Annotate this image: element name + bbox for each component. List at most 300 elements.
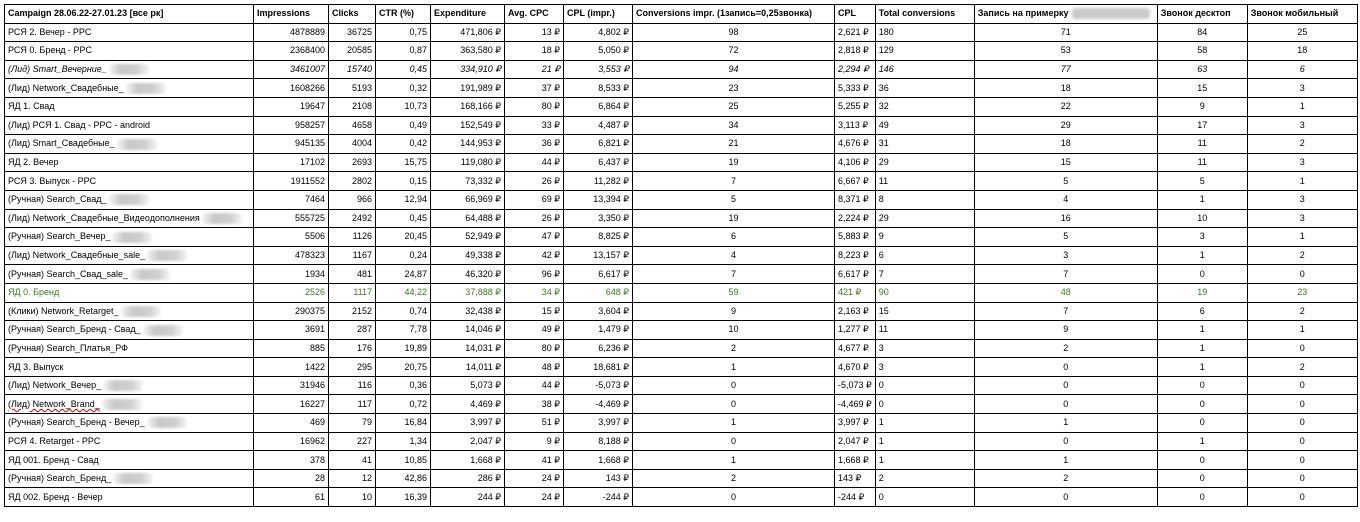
campaign-name-cell[interactable] [5,376,254,395]
cpl-cell[interactable]: 2,047 ₽ [835,432,876,451]
campaign-name-cell[interactable] [5,23,254,42]
avg-cpc-cell[interactable]: 42 ₽ [505,246,564,265]
header-clicks[interactable]: Clicks [329,5,376,24]
avg-cpc-cell[interactable]: 13 ₽ [505,23,564,42]
zapis-cell[interactable]: 5 [974,172,1157,191]
campaign-name-cell[interactable] [5,228,254,247]
conversions-impr-cell[interactable]: 7 [633,172,835,191]
zapis-cell[interactable]: 3 [974,246,1157,265]
cpl-impr-cell[interactable]: -244 ₽ [564,488,633,507]
call-mobile-cell[interactable]: 1 [1247,172,1357,191]
call-mobile-cell[interactable]: 3 [1247,79,1357,98]
total-conversions-cell[interactable]: 0 [875,488,974,507]
table-row[interactable] [5,23,1358,42]
cpl-impr-cell[interactable]: -5,073 ₽ [564,376,633,395]
cpl-cell[interactable]: 2,818 ₽ [835,42,876,61]
conversions-impr-cell[interactable]: 1 [633,414,835,433]
conversions-impr-cell[interactable]: 19 [633,209,835,228]
expenditure-cell[interactable]: 49,338 ₽ [431,246,505,265]
ctr-cell[interactable]: 0,32 [376,79,431,98]
call-desktop-cell[interactable]: 17 [1157,116,1247,135]
table-row[interactable] [5,209,1358,228]
conversions-impr-cell[interactable]: 5 [633,190,835,209]
avg-cpc-cell[interactable]: 21 ₽ [505,60,564,79]
clicks-cell[interactable]: 117 [329,395,376,414]
call-mobile-cell[interactable]: 0 [1247,488,1357,507]
expenditure-cell[interactable]: 4,469 ₽ [431,395,505,414]
impressions-cell[interactable]: 5506 [254,228,329,247]
call-mobile-cell[interactable]: 0 [1247,265,1357,284]
total-conversions-cell[interactable]: 1 [875,414,974,433]
ctr-cell[interactable]: 19,89 [376,339,431,358]
cpl-cell[interactable]: 421 ₽ [835,283,876,302]
call-desktop-cell[interactable]: 6 [1157,302,1247,321]
zapis-cell[interactable]: 0 [974,395,1157,414]
cpl-cell[interactable]: -4,469 ₽ [835,395,876,414]
zapis-cell[interactable]: 18 [974,79,1157,98]
cpl-cell[interactable]: 4,106 ₽ [835,153,876,172]
campaign-name-cell[interactable] [5,339,254,358]
expenditure-cell[interactable]: 37,888 ₽ [431,283,505,302]
total-conversions-cell[interactable]: 11 [875,172,974,191]
avg-cpc-cell[interactable]: 34 ₽ [505,283,564,302]
total-conversions-cell[interactable]: 9 [875,228,974,247]
call-mobile-cell[interactable]: 0 [1247,432,1357,451]
header-impressions[interactable]: Impressions [254,5,329,24]
conversions-impr-cell[interactable]: 98 [633,23,835,42]
avg-cpc-cell[interactable]: 24 ₽ [505,469,564,488]
expenditure-cell[interactable]: 119,080 ₽ [431,153,505,172]
impressions-cell[interactable]: 885 [254,339,329,358]
impressions-cell[interactable]: 19647 [254,97,329,116]
campaign-name-cell[interactable] [5,488,254,507]
call-desktop-cell[interactable]: 3 [1157,228,1247,247]
call-mobile-cell[interactable]: 0 [1247,339,1357,358]
zapis-cell[interactable]: 2 [974,469,1157,488]
clicks-cell[interactable]: 2693 [329,153,376,172]
impressions-cell[interactable]: 1608266 [254,79,329,98]
conversions-impr-cell[interactable]: 34 [633,116,835,135]
impressions-cell[interactable]: 2368400 [254,42,329,61]
table-row[interactable] [5,376,1358,395]
call-mobile-cell[interactable]: 0 [1247,395,1357,414]
conversions-impr-cell[interactable]: 59 [633,283,835,302]
ctr-cell[interactable]: 0,75 [376,23,431,42]
call-mobile-cell[interactable]: 3 [1247,153,1357,172]
ctr-cell[interactable]: 0,45 [376,209,431,228]
expenditure-cell[interactable]: 73,332 ₽ [431,172,505,191]
zapis-cell[interactable]: 16 [974,209,1157,228]
expenditure-cell[interactable]: 286 ₽ [431,469,505,488]
cpl-cell[interactable]: 5,883 ₽ [835,228,876,247]
campaign-name-cell[interactable] [5,116,254,135]
call-mobile-cell[interactable]: 2 [1247,246,1357,265]
expenditure-cell[interactable]: 168,166 ₽ [431,97,505,116]
cpl-impr-cell[interactable]: 3,997 ₽ [564,414,633,433]
ctr-cell[interactable]: 0,45 [376,60,431,79]
call-mobile-cell[interactable]: 1 [1247,97,1357,116]
total-conversions-cell[interactable]: 3 [875,358,974,377]
table-row[interactable] [5,339,1358,358]
cpl-impr-cell[interactable]: 648 ₽ [564,283,633,302]
cpl-impr-cell[interactable]: 3,350 ₽ [564,209,633,228]
cpl-impr-cell[interactable]: 6,437 ₽ [564,153,633,172]
conversions-impr-cell[interactable]: 23 [633,79,835,98]
clicks-cell[interactable]: 966 [329,190,376,209]
zapis-cell[interactable]: 18 [974,135,1157,154]
impressions-cell[interactable]: 31946 [254,376,329,395]
expenditure-cell[interactable]: 66,969 ₽ [431,190,505,209]
cpl-impr-cell[interactable]: 3,553 ₽ [564,60,633,79]
avg-cpc-cell[interactable]: 37 ₽ [505,79,564,98]
cpl-cell[interactable]: 8,371 ₽ [835,190,876,209]
call-desktop-cell[interactable]: 0 [1157,469,1247,488]
avg-cpc-cell[interactable]: 51 ₽ [505,414,564,433]
campaign-name-cell[interactable] [5,246,254,265]
header-expenditure[interactable]: Expenditure [431,5,505,24]
conversions-impr-cell[interactable]: 0 [633,432,835,451]
cpl-cell[interactable]: 3,113 ₽ [835,116,876,135]
campaign-name-cell[interactable] [5,302,254,321]
cpl-impr-cell[interactable]: 13,157 ₽ [564,246,633,265]
table-row[interactable] [5,116,1358,135]
table-row[interactable] [5,395,1358,414]
clicks-cell[interactable]: 287 [329,321,376,340]
expenditure-cell[interactable]: 244 ₽ [431,488,505,507]
table-row[interactable] [5,469,1358,488]
call-mobile-cell[interactable]: 18 [1247,42,1357,61]
expenditure-cell[interactable]: 14,031 ₽ [431,339,505,358]
impressions-cell[interactable]: 7464 [254,190,329,209]
cpl-cell[interactable]: 5,333 ₽ [835,79,876,98]
impressions-cell[interactable]: 378 [254,451,329,470]
impressions-cell[interactable]: 4878889 [254,23,329,42]
clicks-cell[interactable]: 116 [329,376,376,395]
clicks-cell[interactable]: 10 [329,488,376,507]
table-row[interactable] [5,246,1358,265]
clicks-cell[interactable]: 1126 [329,228,376,247]
call-desktop-cell[interactable]: 1 [1157,321,1247,340]
campaign-name-cell[interactable] [5,135,254,154]
avg-cpc-cell[interactable]: 33 ₽ [505,116,564,135]
impressions-cell[interactable]: 290375 [254,302,329,321]
impressions-cell[interactable]: 3691 [254,321,329,340]
clicks-cell[interactable]: 36725 [329,23,376,42]
avg-cpc-cell[interactable]: 80 ₽ [505,339,564,358]
zapis-cell[interactable]: 2 [974,339,1157,358]
expenditure-cell[interactable]: 5,073 ₽ [431,376,505,395]
impressions-cell[interactable]: 945135 [254,135,329,154]
total-conversions-cell[interactable]: 0 [875,376,974,395]
cpl-impr-cell[interactable]: 6,864 ₽ [564,97,633,116]
conversions-impr-cell[interactable]: 0 [633,395,835,414]
call-mobile-cell[interactable]: 1 [1247,228,1357,247]
total-conversions-cell[interactable]: 29 [875,153,974,172]
table-row[interactable] [5,302,1358,321]
table-row[interactable] [5,42,1358,61]
avg-cpc-cell[interactable]: 80 ₽ [505,97,564,116]
cpl-cell[interactable]: 2,163 ₽ [835,302,876,321]
header-ctr[interactable]: CTR (%) [376,5,431,24]
cpl-cell[interactable]: 3,997 ₽ [835,414,876,433]
call-desktop-cell[interactable]: 84 [1157,23,1247,42]
ctr-cell[interactable]: 7,78 [376,321,431,340]
impressions-cell[interactable]: 16962 [254,432,329,451]
conversions-impr-cell[interactable]: 21 [633,135,835,154]
table-row[interactable] [5,228,1358,247]
conversions-impr-cell[interactable]: 7 [633,265,835,284]
total-conversions-cell[interactable]: 6 [875,246,974,265]
cpl-cell[interactable]: 1,277 ₽ [835,321,876,340]
conversions-impr-cell[interactable]: 2 [633,469,835,488]
zapis-cell[interactable]: 4 [974,190,1157,209]
zapis-cell[interactable]: 1 [974,414,1157,433]
call-mobile-cell[interactable]: 6 [1247,60,1357,79]
table-row[interactable] [5,488,1358,507]
clicks-cell[interactable]: 20585 [329,42,376,61]
clicks-cell[interactable]: 4658 [329,116,376,135]
total-conversions-cell[interactable]: 15 [875,302,974,321]
call-desktop-cell[interactable]: 11 [1157,135,1247,154]
cpl-cell[interactable]: 2,224 ₽ [835,209,876,228]
avg-cpc-cell[interactable]: 15 ₽ [505,302,564,321]
ctr-cell[interactable]: 16,39 [376,488,431,507]
avg-cpc-cell[interactable]: 48 ₽ [505,358,564,377]
ctr-cell[interactable]: 1,34 [376,432,431,451]
clicks-cell[interactable]: 2492 [329,209,376,228]
ctr-cell[interactable]: 0,36 [376,376,431,395]
call-desktop-cell[interactable]: 63 [1157,60,1247,79]
expenditure-cell[interactable]: 152,549 ₽ [431,116,505,135]
total-conversions-cell[interactable]: 29 [875,209,974,228]
cpl-impr-cell[interactable]: 1,479 ₽ [564,321,633,340]
ctr-cell[interactable]: 0,24 [376,246,431,265]
ctr-cell[interactable]: 24,87 [376,265,431,284]
ctr-cell[interactable]: 0,87 [376,42,431,61]
total-conversions-cell[interactable]: 90 [875,283,974,302]
impressions-cell[interactable]: 1911552 [254,172,329,191]
total-conversions-cell[interactable]: 31 [875,135,974,154]
call-mobile-cell[interactable]: 0 [1247,469,1357,488]
expenditure-cell[interactable]: 363,580 ₽ [431,42,505,61]
call-desktop-cell[interactable]: 1 [1157,246,1247,265]
conversions-impr-cell[interactable]: 25 [633,97,835,116]
call-desktop-cell[interactable]: 1 [1157,432,1247,451]
call-mobile-cell[interactable]: 2 [1247,135,1357,154]
clicks-cell[interactable]: 295 [329,358,376,377]
conversions-impr-cell[interactable]: 9 [633,302,835,321]
conversions-impr-cell[interactable]: 94 [633,60,835,79]
cpl-cell[interactable]: 6,667 ₽ [835,172,876,191]
clicks-cell[interactable]: 1117 [329,283,376,302]
total-conversions-cell[interactable]: 49 [875,116,974,135]
avg-cpc-cell[interactable]: 26 ₽ [505,172,564,191]
cpl-cell[interactable]: 1,668 ₽ [835,451,876,470]
campaign-name-cell[interactable] [5,97,254,116]
call-desktop-cell[interactable]: 0 [1157,376,1247,395]
table-row[interactable] [5,414,1358,433]
campaign-name-cell[interactable] [5,190,254,209]
impressions-cell[interactable]: 16227 [254,395,329,414]
total-conversions-cell[interactable]: 0 [875,395,974,414]
avg-cpc-cell[interactable]: 9 ₽ [505,432,564,451]
call-desktop-cell[interactable]: 1 [1157,339,1247,358]
clicks-cell[interactable]: 2802 [329,172,376,191]
call-mobile-cell[interactable]: 1 [1247,321,1357,340]
table-row[interactable] [5,79,1358,98]
conversions-impr-cell[interactable]: 1 [633,358,835,377]
zapis-cell[interactable]: 1 [974,451,1157,470]
avg-cpc-cell[interactable]: 41 ₽ [505,451,564,470]
call-desktop-cell[interactable]: 9 [1157,97,1247,116]
call-desktop-cell[interactable]: 15 [1157,79,1247,98]
table-row[interactable] [5,97,1358,116]
expenditure-cell[interactable]: 144,953 ₽ [431,135,505,154]
cpl-impr-cell[interactable]: 18,681 ₽ [564,358,633,377]
impressions-cell[interactable]: 469 [254,414,329,433]
cpl-impr-cell[interactable]: 6,236 ₽ [564,339,633,358]
zapis-cell[interactable]: 15 [974,153,1157,172]
call-mobile-cell[interactable]: 2 [1247,302,1357,321]
campaign-name-cell[interactable] [5,469,254,488]
cpl-impr-cell[interactable]: -4,469 ₽ [564,395,633,414]
header-campaign[interactable]: Campaign 28.06.22-27.01.23 [все рк] [5,5,254,24]
campaign-name-cell[interactable] [5,209,254,228]
impressions-cell[interactable]: 478323 [254,246,329,265]
avg-cpc-cell[interactable]: 44 ₽ [505,376,564,395]
zapis-cell[interactable]: 7 [974,265,1157,284]
ctr-cell[interactable]: 20,45 [376,228,431,247]
total-conversions-cell[interactable]: 7 [875,265,974,284]
clicks-cell[interactable]: 79 [329,414,376,433]
table-row[interactable] [5,358,1358,377]
ctr-cell[interactable]: 0,15 [376,172,431,191]
table-row[interactable] [5,321,1358,340]
table-row[interactable] [5,135,1358,154]
clicks-cell[interactable]: 1167 [329,246,376,265]
total-conversions-cell[interactable]: 180 [875,23,974,42]
impressions-cell[interactable]: 555725 [254,209,329,228]
ctr-cell[interactable]: 20,75 [376,358,431,377]
header-cpl[interactable]: CPL [835,5,876,24]
campaign-name-cell[interactable] [5,451,254,470]
ctr-cell[interactable]: 0,49 [376,116,431,135]
call-mobile-cell[interactable]: 3 [1247,209,1357,228]
zapis-cell[interactable]: 0 [974,358,1157,377]
clicks-cell[interactable]: 227 [329,432,376,451]
cpl-cell[interactable]: -244 ₽ [835,488,876,507]
expenditure-cell[interactable]: 471,806 ₽ [431,23,505,42]
conversions-impr-cell[interactable]: 19 [633,153,835,172]
cpl-impr-cell[interactable]: 6,821 ₽ [564,135,633,154]
clicks-cell[interactable]: 41 [329,451,376,470]
call-desktop-cell[interactable]: 0 [1157,414,1247,433]
cpl-impr-cell[interactable]: 8,188 ₽ [564,432,633,451]
conversions-impr-cell[interactable]: 6 [633,228,835,247]
avg-cpc-cell[interactable]: 44 ₽ [505,153,564,172]
impressions-cell[interactable]: 3461007 [254,60,329,79]
expenditure-cell[interactable]: 14,011 ₽ [431,358,505,377]
call-mobile-cell[interactable]: 0 [1247,451,1357,470]
cpl-cell[interactable]: -5,073 ₽ [835,376,876,395]
zapis-cell[interactable]: 5 [974,228,1157,247]
ctr-cell[interactable]: 12,94 [376,190,431,209]
zapis-cell[interactable]: 7 [974,302,1157,321]
clicks-cell[interactable]: 4004 [329,135,376,154]
cpl-impr-cell[interactable]: 8,825 ₽ [564,228,633,247]
campaign-name-cell[interactable] [5,358,254,377]
total-conversions-cell[interactable]: 8 [875,190,974,209]
total-conversions-cell[interactable]: 32 [875,97,974,116]
table-row[interactable] [5,172,1358,191]
cpl-cell[interactable]: 4,670 ₽ [835,358,876,377]
campaign-name-cell[interactable] [5,172,254,191]
clicks-cell[interactable]: 176 [329,339,376,358]
ctr-cell[interactable]: 15,75 [376,153,431,172]
avg-cpc-cell[interactable]: 26 ₽ [505,209,564,228]
cpl-impr-cell[interactable]: 13,394 ₽ [564,190,633,209]
clicks-cell[interactable]: 15740 [329,60,376,79]
call-desktop-cell[interactable]: 5 [1157,172,1247,191]
cpl-cell[interactable]: 4,676 ₽ [835,135,876,154]
avg-cpc-cell[interactable]: 47 ₽ [505,228,564,247]
avg-cpc-cell[interactable]: 18 ₽ [505,42,564,61]
cpl-impr-cell[interactable]: 4,487 ₽ [564,116,633,135]
cpl-impr-cell[interactable]: 8,533 ₽ [564,79,633,98]
zapis-cell[interactable]: 71 [974,23,1157,42]
impressions-cell[interactable]: 1422 [254,358,329,377]
call-desktop-cell[interactable]: 0 [1157,265,1247,284]
call-mobile-cell[interactable]: 23 [1247,283,1357,302]
header-zapis[interactable]: Запись на примерку [974,5,1157,24]
conversions-impr-cell[interactable]: 4 [633,246,835,265]
ctr-cell[interactable]: 42,86 [376,469,431,488]
impressions-cell[interactable]: 2526 [254,283,329,302]
expenditure-cell[interactable]: 14,046 ₽ [431,321,505,340]
header-call-mobile[interactable]: Звонок мобильный [1247,5,1357,24]
clicks-cell[interactable]: 5193 [329,79,376,98]
call-desktop-cell[interactable]: 0 [1157,395,1247,414]
cpl-impr-cell[interactable]: 6,617 ₽ [564,265,633,284]
total-conversions-cell[interactable]: 2 [875,469,974,488]
cpl-cell[interactable]: 8,223 ₽ [835,246,876,265]
call-desktop-cell[interactable]: 1 [1157,358,1247,377]
zapis-cell[interactable]: 0 [974,488,1157,507]
call-desktop-cell[interactable]: 58 [1157,42,1247,61]
cpl-impr-cell[interactable]: 1,668 ₽ [564,451,633,470]
header-call-desktop[interactable]: Звонок десктоп [1157,5,1247,24]
header-total-conversions[interactable]: Total conversions [875,5,974,24]
table-row[interactable] [5,190,1358,209]
call-desktop-cell[interactable]: 19 [1157,283,1247,302]
cpl-cell[interactable]: 4,677 ₽ [835,339,876,358]
campaign-name-cell[interactable] [5,42,254,61]
total-conversions-cell[interactable]: 3 [875,339,974,358]
expenditure-cell[interactable]: 2,047 ₽ [431,432,505,451]
campaign-name-cell[interactable] [5,60,254,79]
campaign-name-cell[interactable] [5,432,254,451]
table-row[interactable] [5,283,1358,302]
impressions-cell[interactable]: 17102 [254,153,329,172]
cpl-impr-cell[interactable]: 143 ₽ [564,469,633,488]
ctr-cell[interactable]: 44,22 [376,283,431,302]
header-avg-cpc[interactable]: Avg. CPC [505,5,564,24]
zapis-cell[interactable]: 0 [974,376,1157,395]
total-conversions-cell[interactable]: 129 [875,42,974,61]
impressions-cell[interactable]: 61 [254,488,329,507]
ctr-cell[interactable]: 10,85 [376,451,431,470]
table-row[interactable] [5,60,1358,79]
